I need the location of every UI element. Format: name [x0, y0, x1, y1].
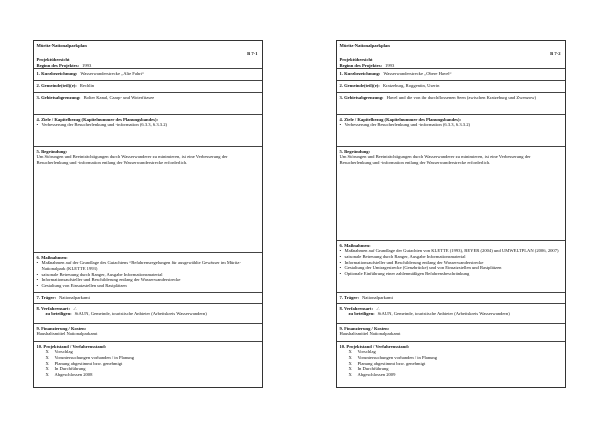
status-mark: X	[45, 372, 49, 378]
list-item: • Verbesserung der Besucherlenkung und -information (6.3.3, 6.3.3.2)	[340, 122, 563, 128]
sheet-subtitle: Projektübersicht	[36, 56, 70, 62]
section-10	[34, 342, 262, 387]
section-1-value: Wasserwanderstrecke „Alte Fahrt“	[80, 70, 145, 76]
list-item: • Optionale Einführung einer zahlenmäßigen Befahrensbeschränkung	[340, 271, 563, 277]
section-1-value: Wasserwanderstrecke „Obere Havel“	[383, 70, 452, 76]
section-8-value: ./.	[376, 305, 380, 311]
status-mark: X	[348, 354, 352, 360]
sheet-code: B 7-1	[247, 51, 258, 57]
section-5-label: 5. Begründung:	[339, 148, 371, 154]
begin-value: 1993	[385, 62, 395, 68]
list-item: • Informationsaufsteller und Beschilderung entlang der Wasserwanderstrecke	[37, 277, 260, 283]
list-item: • Verbesserung der Besucherlenkung und -information (6.3.3, 6.3.3.2)	[37, 122, 260, 128]
status-text: Vorschlag	[54, 349, 73, 355]
status-text: Abgeschlossen 2009	[357, 372, 396, 378]
section-9-value: Haushaltsmittel Nationalparkamt	[339, 331, 401, 337]
list-item: • Maßnahmen auf Grundlage der Gutachten von KLETTE (1993), BEYER (2004) und UMWELTPLAN (2006, 2007)	[340, 248, 563, 254]
section-2-label: 2. Gemeinde(teil)(e):	[36, 82, 77, 88]
status-text: Voruntersuchungen vorhanden / in Planung	[54, 354, 135, 360]
status-row	[340, 372, 563, 378]
section-3-value: Bolter Kanal, Caarp- und Woterfitzsee	[83, 94, 155, 100]
status-row	[37, 372, 260, 378]
status-text: Voruntersuchungen vorhanden / in Planung	[357, 354, 438, 360]
project-sheet-left	[33, 40, 263, 388]
section-8b-value: StAUN, Gemeinde, touristische Anbieter (Arbeitskreis Wasserwandern)	[74, 311, 207, 317]
list-item: • Gestaltung von Einsatzstellen und Rastplätzen	[37, 283, 260, 289]
section-10-label: 10. Projektstand / Verfahrensstand:	[36, 343, 107, 349]
status-mark: X	[45, 366, 49, 372]
section-4-label: 4. Ziele / Kapitelbezug (Kapitelnummer des Planungsbandes):	[36, 116, 159, 122]
section-9	[337, 324, 565, 342]
section-6	[34, 253, 262, 293]
section-4-label: 4. Ziele / Kapitelbezug (Kapitelnummer des Planungsbandes):	[339, 116, 462, 122]
list-item: • Informationsaufsteller und Beschilderung entlang der Wasserwanderstrecke	[340, 260, 563, 266]
section-3	[34, 93, 262, 115]
status-text: Planung abgestimmt bzw. genehmigt	[54, 360, 123, 366]
status-mark: X	[45, 354, 49, 360]
sheet-title: Müritz-Nationalparkplan	[339, 42, 390, 48]
status-mark: X	[45, 360, 49, 366]
list-item: • Maßnahmen auf der Grundlage des Gutachtens “Befahrensregelungen für ausgewählte Gewässer im Müritz-Nationalpark (KLETTE 1993)	[37, 260, 260, 271]
section-5-label: 5. Begründung:	[36, 148, 68, 154]
section-6-label: 6. Maßnahmen:	[339, 242, 371, 248]
section-5	[337, 147, 565, 241]
section-3-label: 3. Gebietsabgrenzung:	[36, 94, 81, 100]
section-3	[337, 93, 565, 115]
status-mark: X	[348, 372, 352, 378]
section-2	[337, 81, 565, 93]
status-text: Vorschlag	[357, 349, 376, 355]
sheet-subtitle: Projektübersicht	[339, 56, 373, 62]
section-9-label: 9. Finanzierung / Kosten:	[36, 325, 87, 331]
section-7-value: Nationalparkamt	[361, 294, 393, 300]
section-8b-label: zu beteiligen:	[348, 311, 375, 317]
section-10	[337, 342, 565, 387]
section-1	[34, 69, 262, 81]
section-9-value: Haushaltsmittel Nationalparkamt	[36, 331, 98, 337]
sheet-title: Müritz-Nationalparkplan	[36, 42, 87, 48]
section-2-value: Rechlin	[79, 82, 95, 88]
status-mark: X	[348, 360, 352, 366]
list-item: • saisonale Betreuung durch Ranger, Ausgabe Informationsmaterial	[37, 272, 260, 278]
section-2	[34, 81, 262, 93]
section-3-label: 3. Gebietsabgrenzung:	[339, 94, 384, 100]
begin-value: 1993	[82, 62, 92, 68]
begin-row	[340, 63, 563, 69]
status-text: In Durchführung	[357, 366, 389, 372]
project-sheet-right	[336, 40, 566, 388]
section-5-text: Um Störungen und Beeinträchtigungen durch Wasserwanderer zu minimieren, ist eine Verbesserung der Besucherlenkung und -information entlang der Wasserwanderstrecke erforderlich.	[36, 154, 228, 165]
section-2-value: Kratzeburg, Roggentin, Userin	[382, 82, 440, 88]
section-10-label: 10. Projektstand / Verfahrensstand:	[339, 343, 410, 349]
sheet-header	[34, 41, 262, 69]
status-mark: X	[45, 349, 49, 355]
section-7	[34, 293, 262, 304]
section-8-label: 8. Verfahrensart:	[36, 305, 71, 311]
section-3-value: Havel und die von ihr durchflossenen Seen (zwischen Kratzeburg und Zwenzow)	[386, 94, 536, 100]
begin-label: Beginn des Projektes:	[36, 62, 80, 68]
section-7-value: Nationalparkamt	[58, 294, 90, 300]
status-text: Abgeschlossen 2008	[54, 372, 93, 378]
status-text: Planung abgestimmt bzw. genehmigt	[357, 360, 426, 366]
section-7-label: 7. Träger:	[339, 294, 359, 300]
status-mark: X	[348, 349, 352, 355]
section-8-value: ./.	[73, 305, 77, 311]
section-6	[337, 241, 565, 293]
section-8b-label: zu beteiligen:	[45, 311, 72, 317]
begin-label: Beginn des Projektes:	[339, 62, 383, 68]
list-item: • saisonale Betreuung durch Ranger, Ausgabe Informationsmaterial	[340, 254, 563, 260]
sheet-code: B 7-2	[550, 51, 561, 57]
section-1	[337, 69, 565, 81]
section-1-label: 1. Kurzbezeichnung:	[36, 70, 78, 76]
section-8b-value: StAUN, Gemeinde, touristische Anbieter (Arbeitskreis Wasserwandern)	[377, 311, 510, 317]
sheet-header	[337, 41, 565, 69]
status-mark: X	[348, 366, 352, 372]
section-6-label: 6. Maßnahmen:	[36, 254, 68, 260]
section-8	[34, 304, 262, 324]
section-8-label: 8. Verfahrensart:	[339, 305, 374, 311]
list-item: • Gestaltung der Umtragestrecke (Genzbrücke) und von Einsatzstellen und Rastplätzen	[340, 265, 563, 271]
begin-row	[37, 63, 260, 69]
section-1-label: 1. Kurzbezeichnung:	[339, 70, 381, 76]
section-4	[34, 115, 262, 147]
section-5-text: Um Störungen und Beeinträchtigungen durch Wasserwanderer zu minimieren, ist eine Verbesserung der Besucherlenkung und -information entlang der Wasserwanderstrecke erforderlich.	[339, 154, 531, 165]
section-7-label: 7. Träger:	[36, 294, 56, 300]
section-9	[34, 324, 262, 342]
section-4	[337, 115, 565, 147]
section-8	[337, 304, 565, 324]
status-text: In Durchführung	[54, 366, 86, 372]
section-5	[34, 147, 262, 253]
section-9-label: 9. Finanzierung / Kosten:	[339, 325, 390, 331]
section-2-label: 2. Gemeinde(teil)(e):	[339, 82, 380, 88]
section-7	[337, 293, 565, 304]
